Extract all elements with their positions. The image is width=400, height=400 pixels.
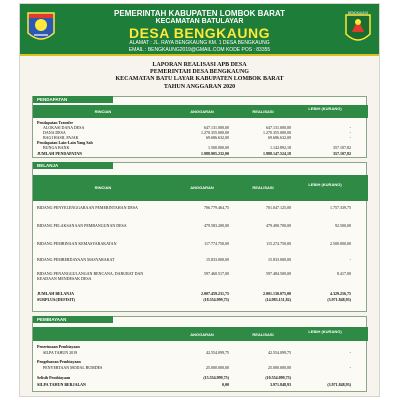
report-title-4: TAHUN ANGGARAN 2020 (163, 83, 236, 90)
pembiayaan-section: PEMBIAYAAN ANGGARAN REALISASI LEBIH (KURANG) Penerimaan Pembiayaan SILPA TAHUN 2019 42.554.099,75 42.554.099,75 - Pengeluaran Pembiayaan PENYERTAAN MODAL BUMDES 25.000.000,00 25.000.000,00 - Selisih Pembiayaan (15.554.999,75) (10.554.099,75) SILPA TAHUN BERJALAN 0,00 3.971.848,93 (3.971.848,93) (32, 316, 367, 392)
header-email: EMAIL : BENGKAUNG2019@GMAIL.COM KODE POS : 83355 (128, 47, 271, 53)
col-lebih: LEBIH (KURANG) (308, 106, 342, 111)
col-realisasi: REALISASI (252, 185, 274, 190)
col-anggaran: ANGGARAN (190, 109, 214, 114)
bengkaung-shield-icon (343, 10, 373, 48)
pembiayaan-table-header (33, 327, 368, 341)
pendapatan-label: PENDAPATAN (33, 96, 113, 103)
header-line1: PEMERINTAH KABUPATEN LOMBOK BARAT (114, 9, 285, 18)
report-title-2: PEMERINTAH DESA BENGKAUNG (150, 69, 249, 76)
belanja-label: BELANJA (33, 162, 113, 169)
col-lebih: LEBIH (KURANG) (308, 329, 342, 334)
col-realisasi: REALISASI (252, 109, 274, 114)
right-logo-text: BENGKAUNG (347, 11, 369, 15)
header-line2: KECAMATAN BATULAYAR (155, 18, 244, 25)
village-name: DESA BENGKAUNG (128, 25, 271, 41)
header-banner (20, 4, 379, 56)
belanja-section: BELANJA RINCIAN ANGGARAN REALISASI LEBIH (KURANG) BIDANG PENYELENGGARAAN PEMERINTAHAN DESA 706.779.464,75 701.047.125,00 1.757.339,75 BIDANG PELAKSANAAN PEMBANGUNAN DESA 479.583.200,00 479.490.700,00 92.500,00 BIDANG PEMBINAAN KEMASYARAKATAN 117.774.750,00 115.274.750,00 2.500.000,00 BIDANG PEMBERDAYAAN MASYARAKAT 15.833.000,00 15.833.000,00 - BIDANG PENANGGULANGAN BENCANA, DARURAT DAN KEADAAN MENDESAK DESA 597.460.517,00 597.484.500,00 8.417,00 JUMLAH BELANJA 2.007.459.231,75 2.001.130.075,00 4.329.256,75 SURPLUS/(DEFISIT) (18.554.999,75) (14.983.151,82) (3.971.848,93) (32, 162, 367, 312)
col-lebih: LEBIH (KURANG) (308, 182, 342, 187)
report-titles (20, 62, 379, 91)
report-title-1: LAPORAN REALISASI APB DESA (152, 62, 247, 68)
pembiayaan-label: PEMBIAYAAN (33, 316, 113, 323)
belanja-table-header (33, 175, 368, 201)
col-anggaran: ANGGARAN (190, 185, 214, 190)
col-rincian: RINCIAN (94, 109, 112, 114)
col-realisasi: REALISASI (252, 332, 274, 337)
report-title-3: KECAMATAN BATU LAYAR KABUPATEN LOMBOK BARAT (115, 76, 284, 83)
report-poster (20, 4, 379, 396)
col-rincian: RINCIAN (94, 185, 112, 190)
header-address: ALAMAT : JL. RAYA BENGKAUNG KM. 1 DESA BENGKAUNG (129, 40, 270, 46)
col-anggaran: ANGGARAN (190, 332, 214, 337)
lombok-barat-emblem-icon (26, 11, 56, 47)
pendapatan-table-header (33, 105, 368, 118)
pendapatan-section: PENDAPATAN RINCIAN ANGGARAN REALISASI LEBIH (KURANG) Pendapatan Transfer ALOKASI DANA DESA 647.131.000,00 647.131.000,00 - DANA DESA 1.270.355.000,00 1.270.355.000,00 - BAGI HASIL PAJAK 69.686.632,00 69.686.632,00 - Pendapatan Lain-Lain Yang Sah BUNGA BANK 1.500.000,00 1.142.892,18 357.107,82 JUMLAH PENDAPATAN 1.988.905.232,00 1.988.147.524,18 357.107,82 (32, 96, 367, 158)
